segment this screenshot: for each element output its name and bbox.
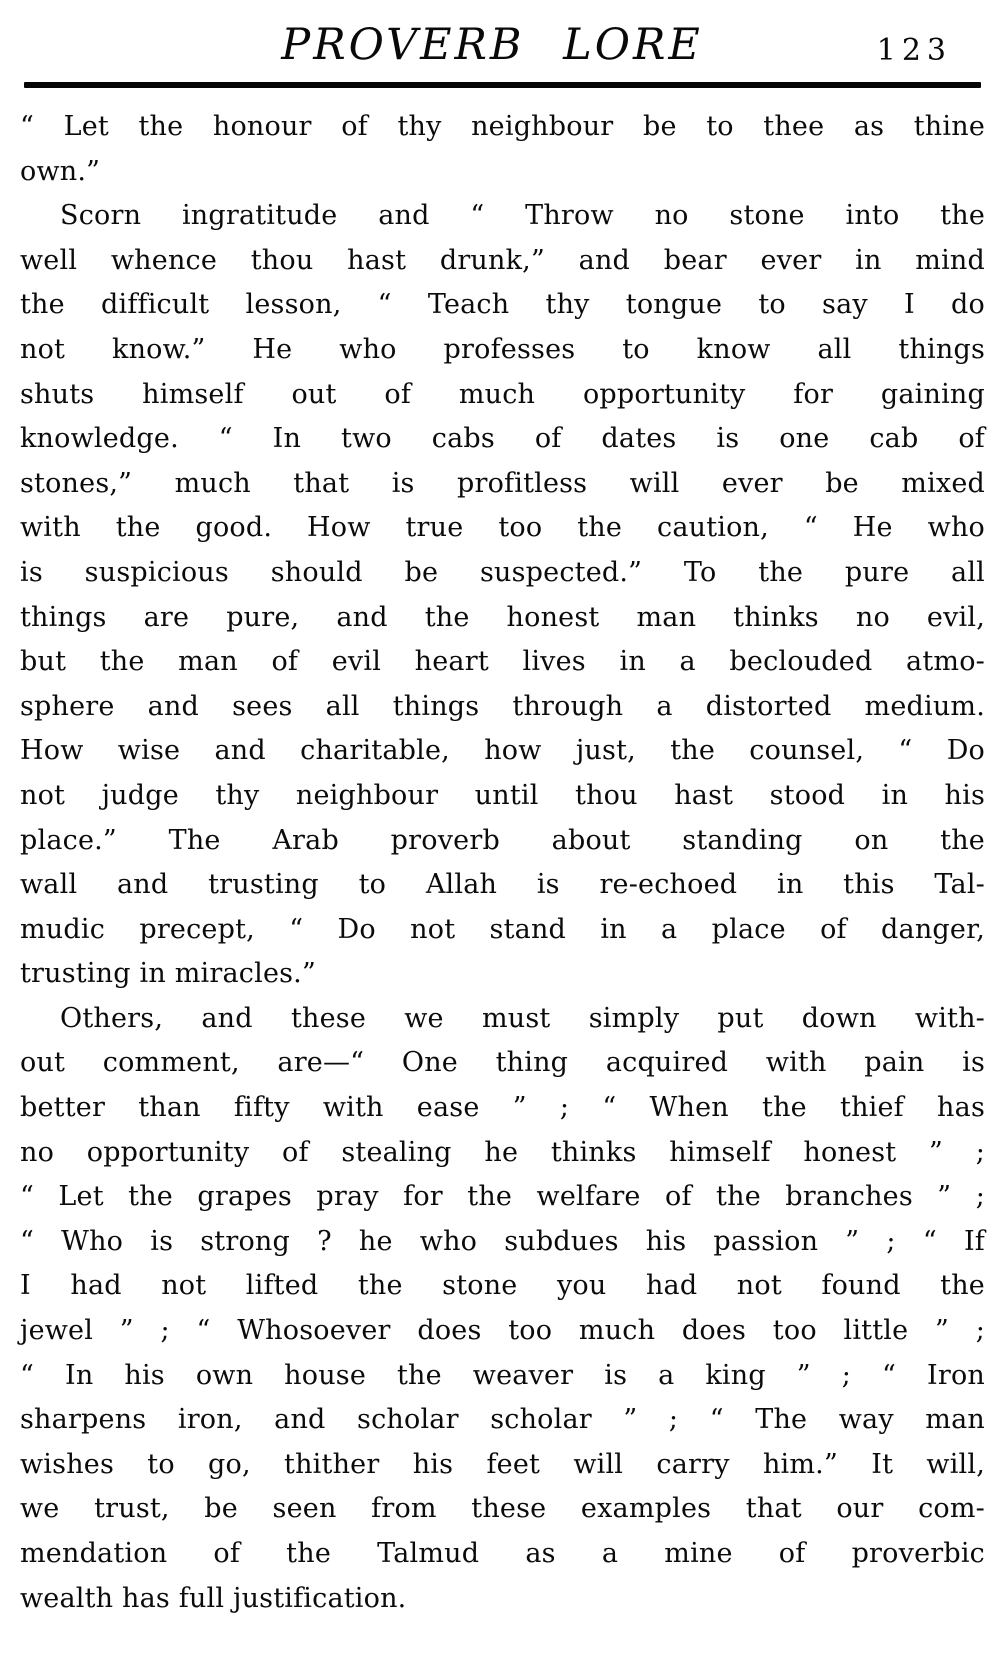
text-line: own.”	[20, 155, 101, 187]
page-number: 123	[876, 33, 952, 68]
text-line: wishes to go, thither his feet will carry him.” It will,	[20, 1448, 985, 1480]
text-line: not know.” He who professes to know all things	[20, 333, 985, 365]
text-line: “ Let the honour of thy neighbour be to thee as thine	[20, 111, 985, 142]
text-line: wealth has full justification.	[20, 1582, 407, 1614]
text-line: How wise and charitable, how just, the counsel, “ Do	[20, 735, 985, 767]
text-line: stones,” much that is profitless will ever be mixed	[20, 467, 985, 499]
text-line: trusting in miracles.”	[20, 958, 316, 990]
page-body	[20, 105, 985, 1621]
text-line: sharpens iron, and scholar scholar ” ; “ The way man	[20, 1404, 985, 1436]
text-line: place.” The Arab proverb about standing on the	[20, 824, 985, 856]
paragraph	[20, 997, 985, 1621]
text-line: “ Let the grapes pray for the welfare of the branches ” ;	[20, 1181, 985, 1213]
text-line: not judge thy neighbour until thou hast stood in his	[20, 779, 985, 811]
text-line: no opportunity of stealing he thinks himself honest ” ;	[20, 1136, 985, 1168]
text-line: sphere and sees all things through a distorted medium.	[20, 690, 985, 722]
text-line: with the good. How true too the caution, “ He who	[20, 512, 985, 544]
text-line: shuts himself out of much opportunity for gaining	[20, 378, 985, 410]
text-line: is suspicious should be suspected.” To the pure all	[20, 556, 985, 588]
running-title: PROVERB LORE	[281, 20, 703, 70]
text-line: knowledge. “ In two cabs of dates is one cab of	[20, 423, 985, 455]
text-line: well whence thou hast drunk,” and bear ever in mind	[20, 244, 985, 276]
text-line: I had not lifted the stone you had not found the	[20, 1270, 985, 1302]
text-line: wall and trusting to Allah is re-echoed in this Tal-	[20, 869, 985, 901]
paragraph	[20, 194, 985, 997]
text-line: Scorn ingratitude and “ Throw no stone into the	[60, 200, 985, 232]
paragraph	[20, 105, 985, 194]
text-line: but the man of evil heart lives in a beclouded atmo-	[20, 646, 985, 678]
text-line: “ In his own house the weaver is a king ” ; “ Iron	[20, 1359, 985, 1391]
text-line: mudic precept, “ Do not stand in a place of danger,	[20, 913, 985, 945]
text-line: out comment, are—“ One thing acquired with pain is	[20, 1047, 985, 1079]
text-line: better than fifty with ease ” ; “ When the thief has	[20, 1092, 985, 1124]
text-line: we trust, be seen from these examples that our com-	[20, 1493, 985, 1525]
text-line: “ Who is strong ? he who subdues his passion ” ; “ If	[20, 1225, 985, 1257]
text-line: mendation of the Talmud as a mine of proverbic	[20, 1538, 985, 1569]
text-line: the difficult lesson, “ Teach thy tongue to say I do	[20, 289, 985, 321]
header-rule	[24, 82, 981, 88]
text-line: jewel ” ; “ Whosoever does too much does too little ” ;	[20, 1315, 985, 1347]
text-line: Others, and these we must simply put down with-	[60, 1002, 985, 1034]
text-line: things are pure, and the honest man thinks no evil,	[20, 601, 985, 633]
